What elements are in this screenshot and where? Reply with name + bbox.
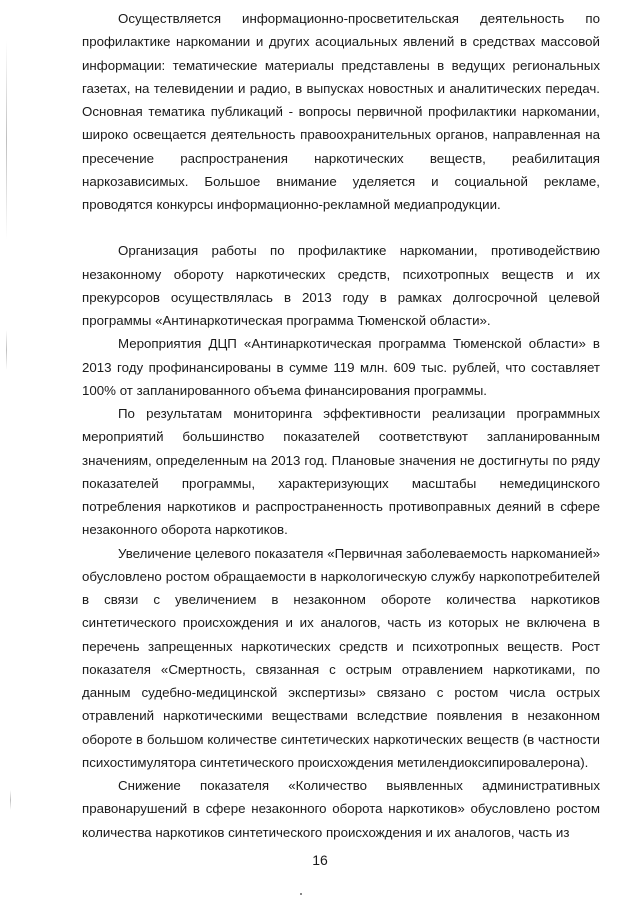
scan-edge-mark bbox=[6, 40, 7, 240]
scan-speck bbox=[300, 893, 302, 895]
paragraph-violations-decrease: Снижение показателя «Количество выявленных административных правонарушений в сфере незаконного оборота наркотиков» обусловлено ростом количества наркотиков синтетического происхождения и их аналогов, часть из bbox=[82, 778, 600, 840]
page-number: 16 bbox=[312, 852, 328, 868]
paragraph-program-organization: Организация работы по профилактике наркомании, противодействию незаконному обороту наркотических средств, психотропных веществ и их прекурсоров осуществлялась в 2013 году в рамках долгосрочной целевой программы «Антинаркотическая программа Тюменской области». bbox=[82, 243, 600, 328]
scan-edge-mark bbox=[10, 790, 11, 810]
scan-edge-mark bbox=[6, 330, 7, 370]
paragraph-monitoring-results: По результатам мониторинга эффективности реализации программных мероприятий большинство показателей соответствуют запланированным значениям, определенным на 2013 год. Плановые значения не достигнуты по ряду показателей программы, характеризующих масштабы немедицинского потребления наркотиков и распространенность противоправных деяний в сфере незаконного оборота наркотиков. bbox=[82, 406, 600, 538]
paragraph-media-outreach: Осуществляется информационно-просветительская деятельность по профилактике наркомании и других асоциальных явлений в средствах массовой информации: тематические материалы представлены в ведущих региональных газетах, на телевидении и радио, в выпусках новостных и аналитических передач. Основная тематика публикаций - вопросы первичной профилактики наркомании, широко освещается деятельность правоохранительных органов, направленная на пресечение распространения наркотических веществ, реабилитация наркозависимых. Большое внимание уделяется и социальной рекламе, проводятся конкурсы информационно-рекламной медиапродукции. bbox=[82, 11, 600, 212]
paragraph-morbidity-increase: Увеличение целевого показателя «Первичная заболеваемость наркоманией» обусловлено ростом обращаемости в наркологическую службу наркопотребителей в связи с увеличением в незаконном обороте количества наркотиков синтетического происхождения и их аналогов, часть из которых не включена в перечень запрещенных наркотических средств и психотропных веществ. Рост показателя «Смертность, связанная с острым отравлением наркотиками, по данным судебно-медицинской экспертизы» связано с ростом числа острых отравлений наркотическими веществами вследствие появления в незаконном обороте в большом количестве синтетических наркотических веществ (в частности психостимулятора синтетического происхождения метилендиоксипировалерона). bbox=[82, 545, 600, 770]
body-text bbox=[82, 7, 600, 844]
paragraph-program-funding: Мероприятия ДЦП «Антинаркотическая программа Тюменской области» в 2013 году профинансированы в сумме 119 млн. 609 тыс. рублей, что составляет 100% от запланированного объема финансирования программы. bbox=[82, 336, 600, 398]
